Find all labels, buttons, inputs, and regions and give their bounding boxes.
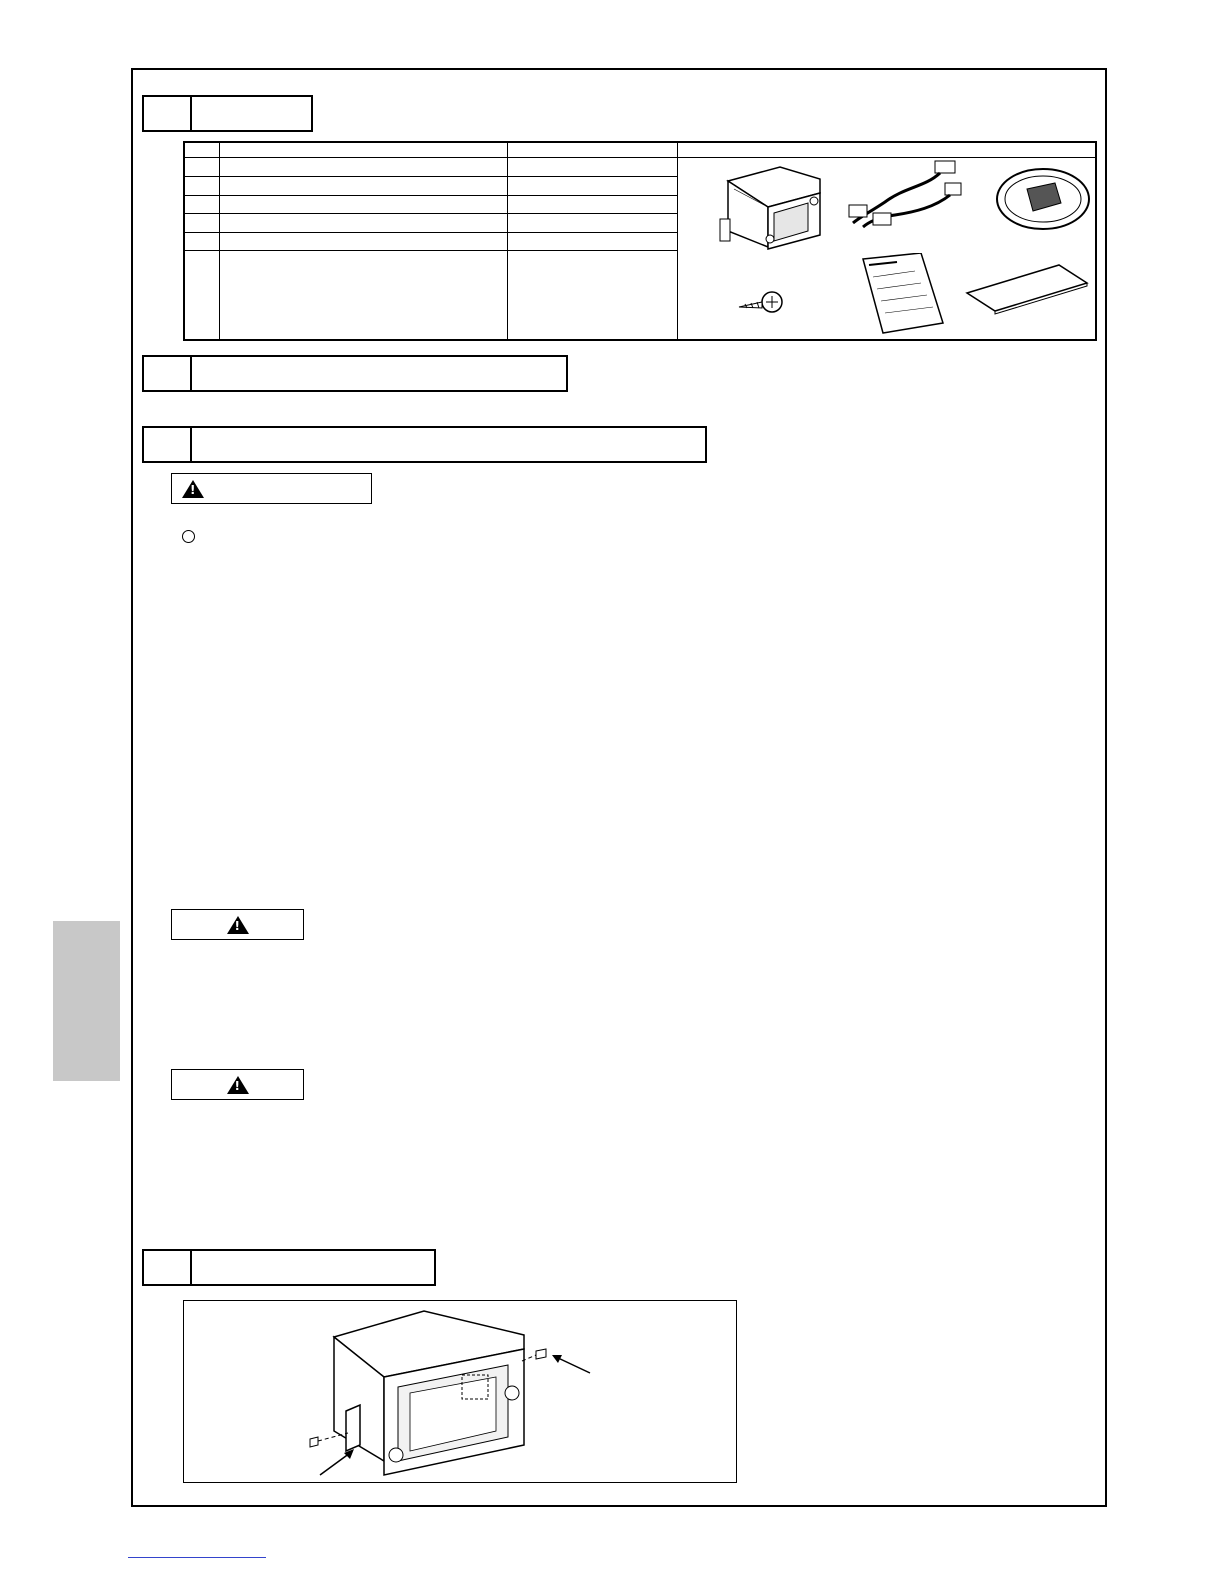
parts-table <box>183 141 1097 341</box>
col-divider-qty <box>677 143 678 339</box>
section-3-number <box>144 428 192 461</box>
section-2-header <box>142 355 568 392</box>
section-3-header <box>142 426 707 463</box>
warning-triangle-icon <box>227 916 249 934</box>
chapter-side-tab <box>53 921 120 1081</box>
warning-label-3 <box>171 1069 304 1100</box>
section-4-number <box>144 1251 192 1284</box>
warning-label-2 <box>171 909 304 940</box>
section-3-title <box>192 428 705 461</box>
table-row-divider <box>185 232 677 233</box>
section-2-number <box>144 357 192 390</box>
section-4-header <box>142 1249 436 1286</box>
table-row-divider <box>185 195 677 196</box>
warning-triangle-icon <box>227 1076 249 1094</box>
instruction-sheet-illustration <box>857 253 947 337</box>
warning-triangle-icon <box>182 480 204 498</box>
head-unit-illustration <box>710 161 835 257</box>
table-row-divider <box>185 213 677 214</box>
bracket-installation-illustration <box>294 1305 614 1481</box>
installation-figure <box>183 1300 737 1483</box>
tapping-screw-illustration <box>735 287 785 321</box>
circle-bullet-icon <box>182 530 195 543</box>
section-4-title <box>192 1251 434 1284</box>
section-1-header <box>142 95 313 132</box>
section-1-title <box>192 97 311 130</box>
table-row-divider <box>185 176 677 177</box>
col-divider-no <box>219 143 220 339</box>
warning-label-1 <box>171 473 372 504</box>
wiring-harness-illustration <box>845 157 970 237</box>
table-row-divider <box>185 250 677 251</box>
footer-link-underline[interactable] <box>128 1557 266 1558</box>
gps-antenna-illustration <box>993 163 1093 235</box>
section-1-number <box>144 97 192 130</box>
col-divider-name <box>507 143 508 339</box>
adhesive-pad-illustration <box>963 261 1093 315</box>
section-2-title <box>192 357 566 390</box>
